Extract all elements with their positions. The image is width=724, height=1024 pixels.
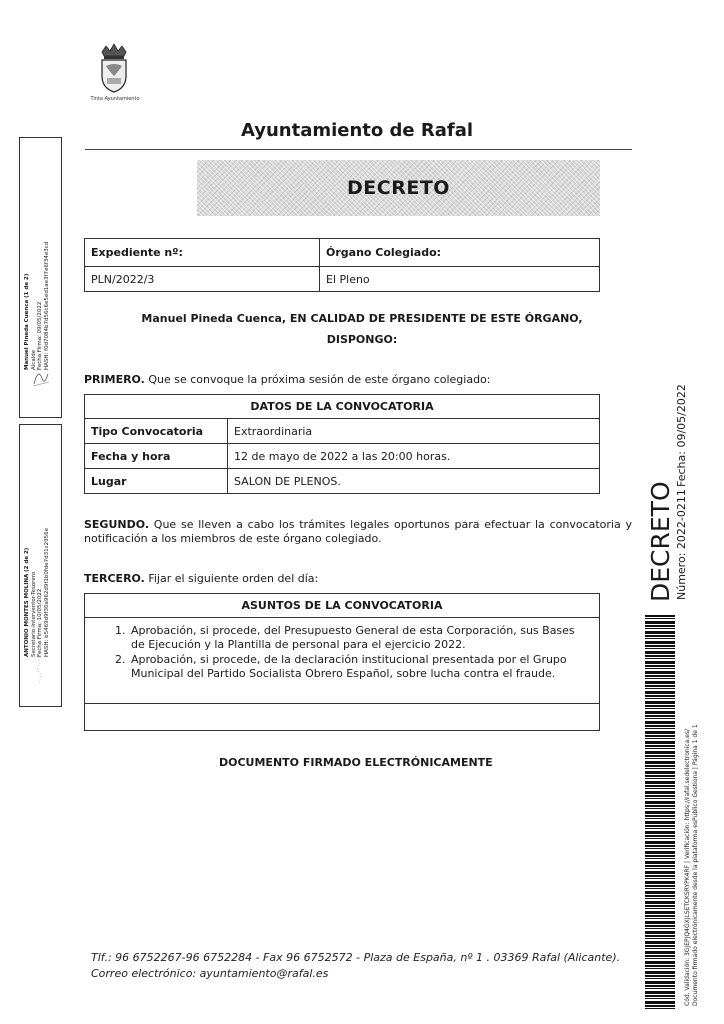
- convocatoria-value-tipo: Extraordinaria: [228, 419, 600, 444]
- municipality-name: Ayuntamiento de Rafal: [240, 120, 474, 141]
- intro-line2: DISPONGO:: [326, 333, 398, 346]
- stamp-verification-text: [684, 724, 700, 1006]
- primero-label: PRIMERO.: [84, 373, 145, 386]
- asunto-item: [115, 653, 591, 681]
- expediente-value: PLN/2022/3: [85, 267, 320, 292]
- footer-email-line: Correo electrónico: ayuntamiento@rafal.es: [91, 967, 329, 980]
- intro-line1: Manuel Pineda Cuenca, EN CALIDAD DE PRESIDENTE DE ESTE ÓRGANO,: [141, 312, 583, 325]
- signature-box-2: [19, 424, 62, 707]
- signer-name: Manuel Pineda Cuenca (1 de 2): [24, 273, 30, 370]
- stamp-decreto: DECRETO: [646, 481, 675, 602]
- platform-note: Documento firmado electrónicamente desde la plataforma esPublico Gestiona | Página 1 de 1: [692, 724, 699, 1006]
- asuntos-list-cell: [85, 618, 600, 704]
- asunto-text: Aprobación, si procede, de la declaración institucional presentada por el Grupo Municipal del Partido Socialista Obrero Español, sobre lucha contra el fraude.: [131, 653, 567, 680]
- crest-caption: Tinta Ayuntamiento: [90, 96, 140, 102]
- asunto-number: 2.: [115, 653, 126, 666]
- signer-role: Alcalde: [30, 349, 37, 370]
- document-type-label: DECRETO: [347, 177, 450, 199]
- convocatoria-table: [84, 394, 600, 494]
- signature-scribble-1: [30, 366, 52, 390]
- municipal-crest-logo: [94, 42, 134, 98]
- segundo-label: SEGUNDO.: [84, 518, 150, 531]
- signature-scribble-2: [32, 653, 50, 693]
- convocatoria-label-fecha: Fecha y hora: [85, 444, 228, 469]
- asunto-item: [115, 624, 591, 652]
- signature-hash: HASH: b5469d9f30a962d9f1b0fde7d31c2956e: [43, 527, 50, 657]
- expediente-table: [84, 238, 600, 292]
- asuntos-table-title: ASUNTOS DE LA CONVOCATORIA: [85, 594, 600, 618]
- signature-date: Fecha Firma: 10/05/2022: [37, 588, 43, 657]
- convocatoria-value-lugar: SALON DE PLENOS.: [228, 469, 600, 494]
- footer-contact-line: Tlf.: 96 6752267-96 6752284 - Fax 96 6752572 - Plaza de España, nº 1 . 03369 Rafal (Alicante).: [91, 951, 621, 964]
- tercero-text: Fijar el siguiente orden del día:: [144, 572, 319, 585]
- asunto-number: 1.: [115, 624, 126, 637]
- convocatoria-label-lugar: Lugar: [85, 469, 228, 494]
- asuntos-empty-row: [85, 704, 600, 731]
- signature-1-text: [24, 242, 50, 370]
- signed-note: DOCUMENTO FIRMADO ELECTRÓNICAMENTE: [219, 756, 493, 769]
- signature-date: Fecha Firma: 09/05/2022: [37, 301, 43, 370]
- convocatoria-label-tipo: Tipo Convocatoria: [85, 419, 228, 444]
- signer-name: ANTONIO MONTES MOLINA (2 de 2): [24, 547, 30, 657]
- signature-2-text: [24, 528, 50, 657]
- primero-paragraph: [84, 373, 644, 387]
- expediente-header: Expediente nº:: [85, 239, 320, 267]
- page-footer: [91, 950, 620, 982]
- asuntos-table: [84, 593, 600, 731]
- verification-barcode: [645, 615, 675, 1010]
- page-title: [0, 120, 724, 141]
- convocatoria-value-fecha: 12 de mayo de 2022 a las 20:00 horas.: [228, 444, 600, 469]
- tercero-paragraph: [84, 572, 644, 586]
- stamp-fecha: Fecha: 09/05/2022: [675, 384, 688, 487]
- asunto-text: Aprobación, si procede, del Presupuesto General de esta Corporación, sus Bases de Ejecución y la Plantilla de personal para el ejercicio 2022.: [131, 624, 575, 651]
- stamp-numero: Número: 2022-0211: [675, 489, 688, 600]
- convocatoria-table-title: DATOS DE LA CONVOCATORIA: [85, 395, 600, 419]
- segundo-text: Que se lleven a cabo los trámites legales oportunos para efectuar la convocatoria y notificación a los miembros de este órgano colegiado.: [84, 518, 632, 545]
- organo-value: El Pleno: [320, 267, 600, 292]
- primero-text: Que se convoque la próxima sesión de este órgano colegiado:: [144, 373, 491, 386]
- document-type-banner: [197, 160, 600, 216]
- organo-header: Órgano Colegiado:: [320, 239, 600, 267]
- tercero-label: TERCERO.: [84, 572, 145, 585]
- signature-box-1: [19, 137, 62, 418]
- validation-code: Cód. Validación: 3GJEPJQ4GXJLSETCKSRYPK4RF | Verificación: https://rafal.sedelectronica.es/: [684, 728, 691, 1006]
- signature-hash: HASH: f0d7084b7d56c6e5ed1ae3f7e6f34e3cd: [43, 241, 50, 370]
- segundo-paragraph: [84, 518, 632, 546]
- signer-role: Secretario-Interventor-Tesorero: [30, 571, 37, 657]
- title-divider: [85, 149, 632, 150]
